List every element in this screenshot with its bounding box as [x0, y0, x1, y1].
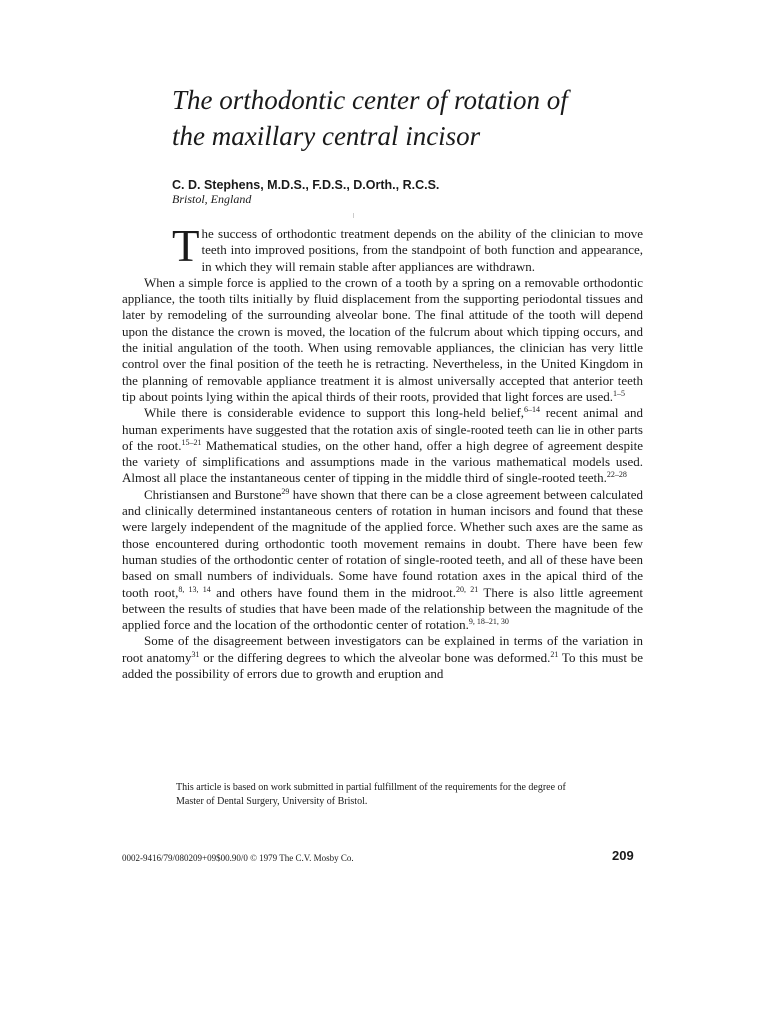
article-footnote	[176, 781, 646, 809]
paragraph-1-text: he success of orthodontic treatment depends on the ability of the clinician to move teeth into improved positions, from the standpoint of both function and appearance, in which they will remain stable after appliances are withdrawn.	[201, 226, 643, 274]
citation-ref: 1–5	[613, 388, 626, 398]
title-line-1: The orthodontic center of rotation of	[172, 85, 568, 115]
paragraph-4-text-c: and others have found them in the midroot.	[210, 584, 457, 600]
paragraph-2	[122, 275, 643, 405]
title-line-2: the maxillary central incisor	[172, 121, 481, 151]
citation-ref: 20, 21	[456, 584, 479, 594]
page-number: 209	[612, 848, 634, 863]
paragraph-3-text-b: recent animal and human experiments have suggested that the rotation axis of single-rooted teeth can lie in other parts of the root.	[122, 405, 644, 453]
paragraph-5-text-a: Some of the disagreement between investigators can be explained in terms of the variation in root anatomy	[122, 633, 643, 665]
citation-ref: 21	[550, 649, 559, 659]
paragraph-2-text: When a simple force is applied to the crown of a tooth by a spring on a removable orthodontic appliance, the tooth tilts initially by fluid displacement from the supporting periodontal tissues and later by remodeling of the surrounding alveolar bone. The final attitude of the tooth will depend upon the distance the crown is moved, the location of the fulcrum about which tipping occurs, and the initial angulation of the tooth. When using removable appliances, the clinician has very little control over the final position of the teeth he is retracting. Nevertheless, in the United Kingdom in the planning of removable appliance treatment it is almost universally accepted that anterior teeth tip about points lying within the apical thirds of their roots, provided that light forces are used.	[122, 274, 643, 404]
citation-ref: 15–21	[181, 437, 202, 447]
scan-speck	[353, 213, 354, 218]
paragraph-4-text-b: have shown that there can be a close agreement between calculated and clinically determined instantaneous centers of rotation in human incisors and found that these were largely independent of the magnitude of the applied force. Whether such axes are the same as those encountered during orthodontic tooth movement remains in doubt. There have been few human studies of the orthodontic center of rotation of single-rooted teeth, and all of these have been based on small numbers of individuals. Some have found rotation axes in the apical third of the tooth root,	[122, 486, 643, 600]
paragraph-5-text-c: To this must be added the possibility of errors due to growth and eruption and	[122, 649, 643, 682]
paragraph-3-text-a: While there is considerable evidence to support this long-held belief,	[144, 405, 525, 421]
paragraph-5	[122, 633, 643, 682]
article-body	[122, 221, 644, 682]
paragraph-4	[122, 487, 643, 634]
citation-ref: 9, 18–21, 30	[468, 617, 509, 627]
citation-ref: 6–14	[524, 405, 541, 415]
citation-ref: 8, 13, 14	[178, 584, 211, 594]
copyright-line: 0002-9416/79/080209+09$00.90/0 © 1979 The C.V. Mosby Co.	[122, 853, 354, 863]
paragraph-4-text-d: There is also little agreement between the results of studies that have been made of the relationship between the magnitude of the applied force and the location of the orthodontic center of rotation.	[122, 584, 644, 633]
article-title	[172, 82, 692, 154]
paragraph-4-text-a: Christiansen and Burstone	[144, 486, 282, 502]
author-affiliation: Bristol, England	[172, 192, 252, 206]
paragraph-3	[122, 405, 643, 486]
paragraph-5-text-b: or the differing degrees to which the alveolar bone was deformed.	[199, 649, 551, 665]
citation-ref: 22–28	[606, 470, 627, 480]
paragraph-1	[122, 221, 643, 275]
citation-ref: 31	[191, 649, 200, 659]
paragraph-3-text-c: Mathematical studies, on the other hand, offer a high degree of agreement despite the variety of simplifications and assumptions made in the various mathematical models used. Almost all place the instantaneous center of tipping in the middle third of single-rooted teeth.	[122, 437, 643, 486]
author-byline: C. D. Stephens, M.D.S., F.D.S., D.Orth., R.C.S.	[172, 178, 440, 192]
footnote-line-2: Master of Dental Surgery, University of Bristol.	[176, 796, 368, 807]
drop-cap: T	[172, 221, 200, 271]
citation-ref: 29	[281, 486, 290, 496]
footnote-line-1: This article is based on work submitted in partial fulfillment of the requirements for the degree of	[176, 782, 566, 793]
